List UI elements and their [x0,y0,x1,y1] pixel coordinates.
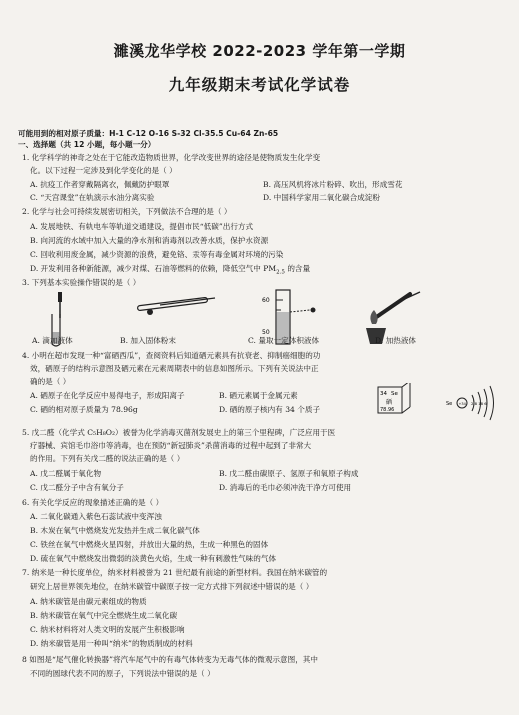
q1-option-d: D. 中国科学家用二氧化碳合成淀粉 [263,193,380,202]
cell-mass: 78.96 [380,407,395,413]
q6-option-d: D. 硫在氧气中燃烧发出微弱的淡黄色火焰，生成一种有刺激性气味的气体 [30,554,277,563]
q8-stem-1: 8 如图是“尾气催化转换器”将汽车尾气中的有毒气体转变为无毒气体的微观示意图，其中 [22,655,318,664]
exam-subtitle: 九年级期末考试化学试卷 [168,76,351,94]
q2-option-b: B. 向河流的水域中加入大量的净水剂和消毒剂以改善水质，保护水资源 [30,236,269,245]
q6-option-a: A. 二氧化碳通入紫色石蕊试液中变浑浊 [30,512,162,521]
q2-stem: 2. 化学与社会可持续发展密切相关，下列做法不合理的是（ ） [22,207,232,216]
q5-option-c: C. 戊二醛分子中含有氧分子 [30,483,124,492]
q6-option-c: C. 铁丝在氧气中燃烧火星四射，并放出大量的热，生成一种黑色的固体 [30,540,269,549]
cylinder-top-mark: 60 [262,297,270,304]
q4-option-a: A. 硒原子在化学反应中易得电子，形成阳离子 [30,391,185,400]
cell-name: 硒 [386,399,393,406]
section-heading: 一、选择题（共 12 小题，每小题一分） [18,140,156,149]
cylinder-bottom-mark: 50 [262,329,270,336]
q3-option-c: C. 量取一定体积液体 [248,336,320,345]
q1-stem-1: 1. 化学科学的神奇之处在于它能改造物质世界，化学改变世界的途径是使物质发生化学变 [22,153,321,162]
q5-option-a: A. 戊二醛属于氧化物 [30,469,102,478]
q5-stem-1: 5. 戊二醛（化学式 C₅H₈O₂）被誉为化学消毒灭菌剂发展史上的第三个里程碑，广泛应用于医 [22,428,336,437]
q5-stem-2: 疗器械、宾馆毛巾浴巾等消毒，也在预防“新冠肺炎”杀菌消毒的过程中起到了非常大 [30,441,312,450]
q3-option-d: D. 加热液体 [375,336,417,345]
q8-stem-2: 不同的圆球代表不同的原子，下列说法中错误的是（ ） [30,669,215,678]
q1-option-a: A. 抗疫工作者穿戴隔离衣，佩戴防护眼罩 [30,180,170,189]
q3-option-b: B. 加入固体粉末 [120,336,176,345]
atom-shells: 2 8 18 6 [471,401,487,406]
q4-option-d: D. 硒的原子核内有 34 个质子 [219,405,321,414]
q7-option-b: B. 纳米碳管在氧气中完全燃烧生成二氧化碳 [30,611,178,620]
q7-stem-1: 7. 纳米是一种长度单位，纳米材料被誉为 21 世纪最有前途的新型材料。我国在纳米碳管的 [22,568,328,577]
q3-option-a: A. 滴加液体 [32,336,73,345]
exam-title: 濉溪龙华学校 2022-2023 学年第一学期 [113,42,406,60]
q4-option-b: B. 硒元素属于金属元素 [219,391,298,400]
q2-option-c: C. 回收利用废金属，减少资源的浪费，避免铬、汞等有毒金属对环境的污染 [30,250,284,259]
q4-stem-2: 效，硒原子的结构示意图及硒元素在元素周期表中的信息如图所示。下列有关说法中正 [30,364,319,373]
q5-option-b: B. 戊二醛由碳原子、氢原子和氧原子构成 [219,469,359,478]
q4-stem-3: 确的是（ ） [30,377,71,386]
q6-stem: 6. 有关化学反应的现象描述正确的是（ ） [22,498,164,507]
selenium-figures [370,383,510,433]
atom-nucleus: +34 [458,402,466,406]
spatula-figure [140,298,215,315]
q5-stem-3: 的作用。下列有关戊二醛的说法正确的是（ ） [30,454,185,463]
q5-option-d: D. 消毒后的毛巾必须冲洗干净方可使用 [219,483,352,492]
q3-stem: 3. 下列基本实验操作错误的是（ ） [22,278,141,287]
q2-option-d: D. 开发利用各种新能源，减少对煤、石油等燃料的依赖，降低空气中 $PM_{2.5}$ 的含量 [30,264,311,276]
q2-option-a: A. 发展地铁、有轨电车等轨道交通建设，提倡市民“低碳”出行方式 [30,222,254,231]
q7-option-d: D. 纳米碳管是用一种叫“纳米”的物质制成的材料 [30,639,193,648]
q7-option-c: C. 纳米材料将对人类文明的发展产生积极影响 [30,625,185,634]
cell-symbol: Se [391,391,398,397]
q4-option-c: C. 硒的相对原子质量为 78.96g [30,405,138,414]
q1-option-b: B. 高压风机将冰片粉碎、吹出，形成雪花 [263,180,403,189]
q7-option-a: A. 纳米碳管是由碳元素组成的物质 [30,597,147,606]
cell-number: 34 [380,391,387,397]
atom-diagram [446,386,494,420]
q1-option-c: C. “天宫课堂”在轨演示水油分离实验 [30,193,155,202]
q7-stem-2: 研究上居世界领先地位，在纳米碳管中碳原子按一定方式排下列叙述中错误的是（ ） [30,582,314,591]
q6-option-b: B. 木炭在氧气中燃烧发光发热并生成二氧化碳气体 [30,526,200,535]
q1-stem-2: 化。以下过程一定涉及到化学变化的是（ ） [30,166,177,175]
periodic-cell [378,383,410,413]
atom-symbol: Se [446,401,453,407]
q4-stem-1: 4. 小明在超市发现一种“富硒西瓜”，查阅资料后知道硒元素具有抗衰老、抑制癌细胞的功 [22,351,321,360]
atomic-masses: 可能用到的相对原子质量：H-1 C-12 O-16 S-32 Cl-35.5 Cu-64 Zn-65 [18,129,279,138]
